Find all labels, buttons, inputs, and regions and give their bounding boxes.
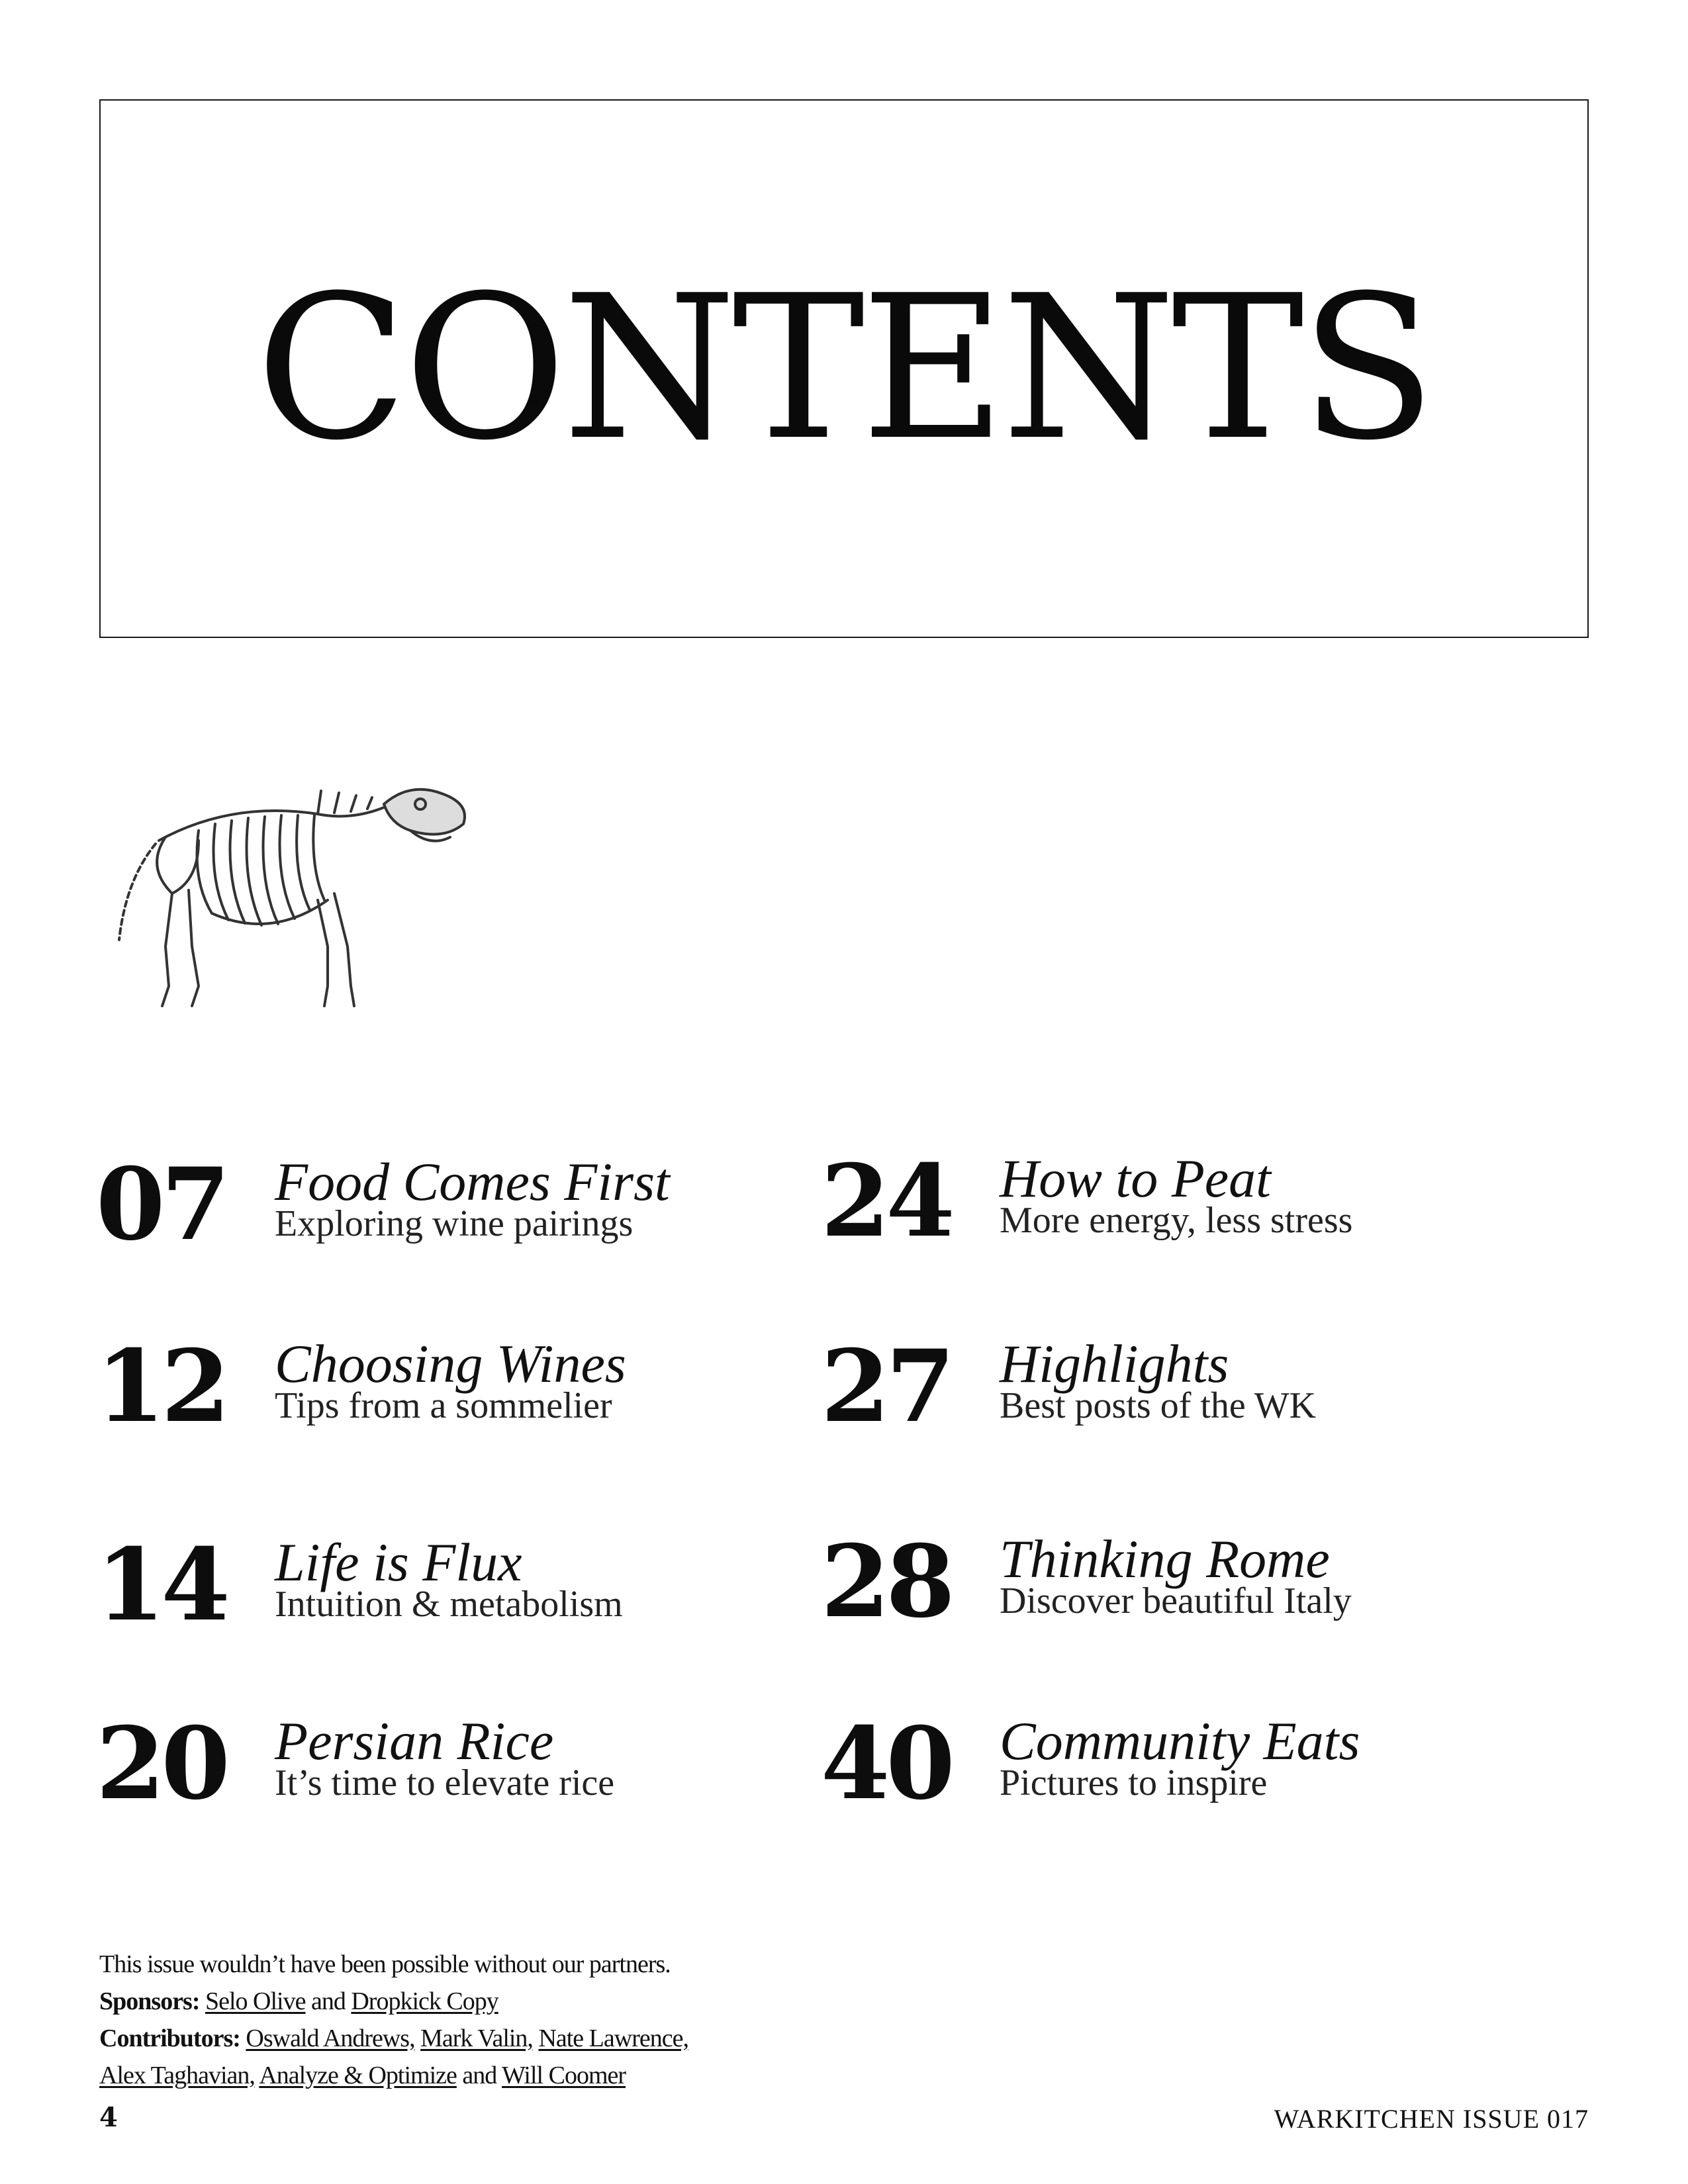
toc-title: Highlights [1000, 1334, 1229, 1394]
contributor-link[interactable]: Analyze & Optimize [259, 2062, 457, 2089]
toc-page-number: 14 [96, 1527, 226, 1643]
toc-page-number: 07 [96, 1146, 226, 1263]
toc-page-number: 24 [821, 1143, 951, 1259]
toc-subtitle: Best posts of the WK [1000, 1385, 1317, 1426]
toc-title: Food Comes First [275, 1152, 670, 1212]
toc-page-number: 40 [821, 1706, 951, 1822]
contributors-label: Contributors: [99, 2025, 240, 2052]
contributor-link[interactable]: Nate Lawrence, [538, 2025, 688, 2052]
toc-subtitle: Pictures to inspire [1000, 1762, 1268, 1803]
contributor-link[interactable]: Will Coomer [502, 2062, 626, 2089]
page-title: CONTENTS [256, 253, 1432, 484]
toc-page-number: 28 [821, 1524, 951, 1640]
contributor-link[interactable]: Alex Taghavian, [99, 2062, 255, 2089]
toc-page-number: 20 [96, 1706, 226, 1822]
toc-page-number: 27 [821, 1328, 951, 1445]
toc-title: How to Peat [1000, 1148, 1271, 1208]
toc-subtitle: Exploring wine pairings [275, 1203, 633, 1244]
toc-subtitle: More energy, less stress [1000, 1200, 1353, 1241]
toc-title: Choosing Wines [275, 1334, 626, 1394]
sponsors-line [99, 1983, 688, 2020]
skeleton-illustration-icon [99, 768, 477, 1019]
sponsors-label: Sponsors: [99, 1987, 200, 2015]
page-number: 4 [99, 2102, 118, 2133]
partners-credits [99, 1946, 688, 2094]
contributors-line [99, 2020, 688, 2057]
conjunction: and [462, 2062, 497, 2089]
toc-page-number: 12 [96, 1328, 226, 1445]
toc-title: Persian Rice [275, 1711, 554, 1771]
toc-subtitle: Discover beautiful Italy [1000, 1580, 1352, 1621]
toc-subtitle: Tips from a sommelier [275, 1385, 612, 1426]
issue-label: WARKITCHEN ISSUE 017 [1274, 2104, 1589, 2134]
contributor-link[interactable]: Mark Valin, [420, 2025, 533, 2052]
toc-title: Life is Flux [275, 1532, 522, 1592]
sponsor-link[interactable]: Dropkick Copy [351, 1987, 498, 2015]
toc-title: Community Eats [1000, 1711, 1360, 1771]
conjunction: and [310, 1987, 346, 2015]
partners-intro: This issue wouldn’t have been possible without our partners. [99, 1950, 671, 1978]
sponsor-link[interactable]: Selo Olive [205, 1987, 306, 2015]
contents-title-box [99, 99, 1589, 638]
toc-title: Thinking Rome [1000, 1529, 1330, 1589]
contributor-link[interactable]: Oswald Andrews, [246, 2025, 415, 2052]
toc-subtitle: Intuition & metabolism [275, 1584, 623, 1625]
toc-subtitle: It’s time to elevate rice [275, 1762, 615, 1803]
contributors-line [99, 2057, 688, 2094]
